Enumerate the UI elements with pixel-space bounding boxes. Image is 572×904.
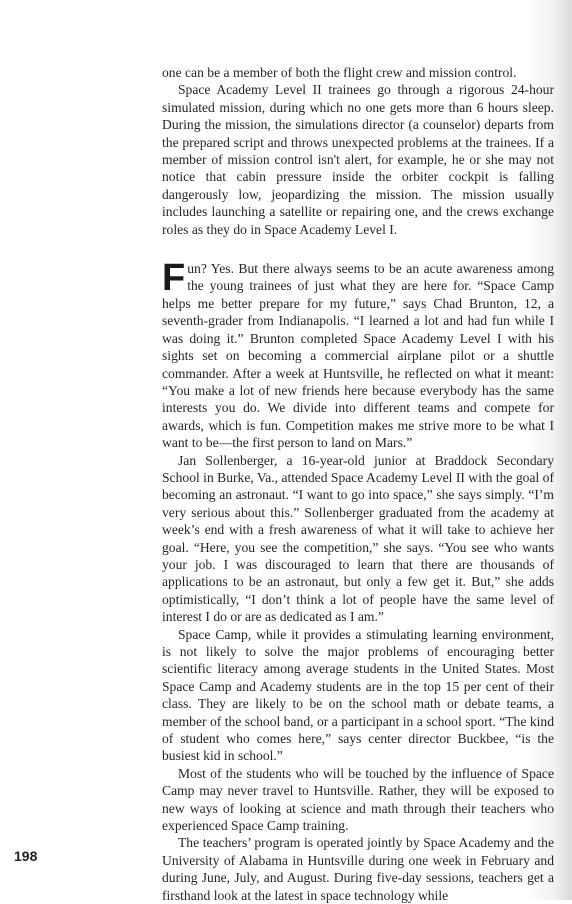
paragraph-space-camp: Space Camp, while it provides a stimulating learning environment, is not likely to solve the major problems of encouraging better scientific literacy among average students in the United States. Most Space Camp and Academy students are in the top 15 per cent of their class. They are likely to be on the school math or debate teams, a member of the school band, or a participant in a school sport. “The kind of student who comes here,” says center director Buckbee, “is the busiest kid in school.”	[162, 626, 554, 764]
paragraph-level-ii: Space Academy Level II trainees go through a rigorous 24-hour simulated mission, during which no one gets more than 6 hours sleep. During the mission, the simulations director (a counselor) departs from the prepared script and throws unexpected problems at the trainees. If a member of mission control isn't alert, for example, he or she may not notice that cabin pressure inside the orbiter cockpit is falling dangerously low, jeopardizing the mission. The mission usually includes launching a satellite or repairing one, and the crews exchange roles as they do in Space Academy Level I.	[162, 82, 554, 237]
paragraph-fun-text: un? Yes. But there always seems to be an acute awareness among the young trainees of just what they are here for. “Space Camp helps me better prepare for my future,” says Chad Brunton, 12, a seventh-grader from Indianapolis. “I learned a lot and had fun while I was doing it.” Brunton completed Space Academy Level I with his sights set on becoming a commercial airplane pilot or a shuttle commander. After a week at Huntsville, he reflected on what it meant: “You make a lot of new friends here because everybody has the same interests you do. We divide into different teams and compete for awards, which is fun. Competition makes me strive more to be what I want to be—the first person to land on Mars.”	[162, 261, 554, 451]
paragraph-students: Most of the students who will be touched by the influence of Space Camp may never travel to Huntsville. Rather, they will be exposed to new ways of looking at science and math through their teachers who experienced Space Camp training.	[162, 765, 554, 834]
paragraph-fun	[162, 257, 554, 451]
paragraph-teachers: The teachers’ program is operated jointly by Space Academy and the University of Alabama in Huntsville during one week in February and during June, July, and August. During five-day sessions, teachers get a firsthand look at the latest in space technology while	[162, 835, 554, 903]
page-number: 198	[14, 848, 38, 864]
paragraph-sollenberger: Jan Sollenberger, a 16-year-old junior at Braddock Secondary School in Burke, Va., attended Space Academy Level II with the goal of becoming an astronaut. “I want to go into space,” she says simply. “I’m very serious about this.” Sollenberger graduated from the academy at week’s end with a fresh awareness of what it will take to achieve her goal. “Here, you see the competition,” she says. “You see who wants your job. I was discouraged to learn that there are thousands of applications to be an astronaut, but only a few get it. But,” she adds optimistically, “I don’t think a lot of people have the same level of interest I do or are as dedicated as I am.”	[162, 452, 554, 625]
paragraph-continuation: one can be a member of both the flight crew and mission control.	[162, 65, 517, 80]
text-column	[162, 64, 554, 904]
drop-cap-letter: F	[162, 257, 186, 300]
